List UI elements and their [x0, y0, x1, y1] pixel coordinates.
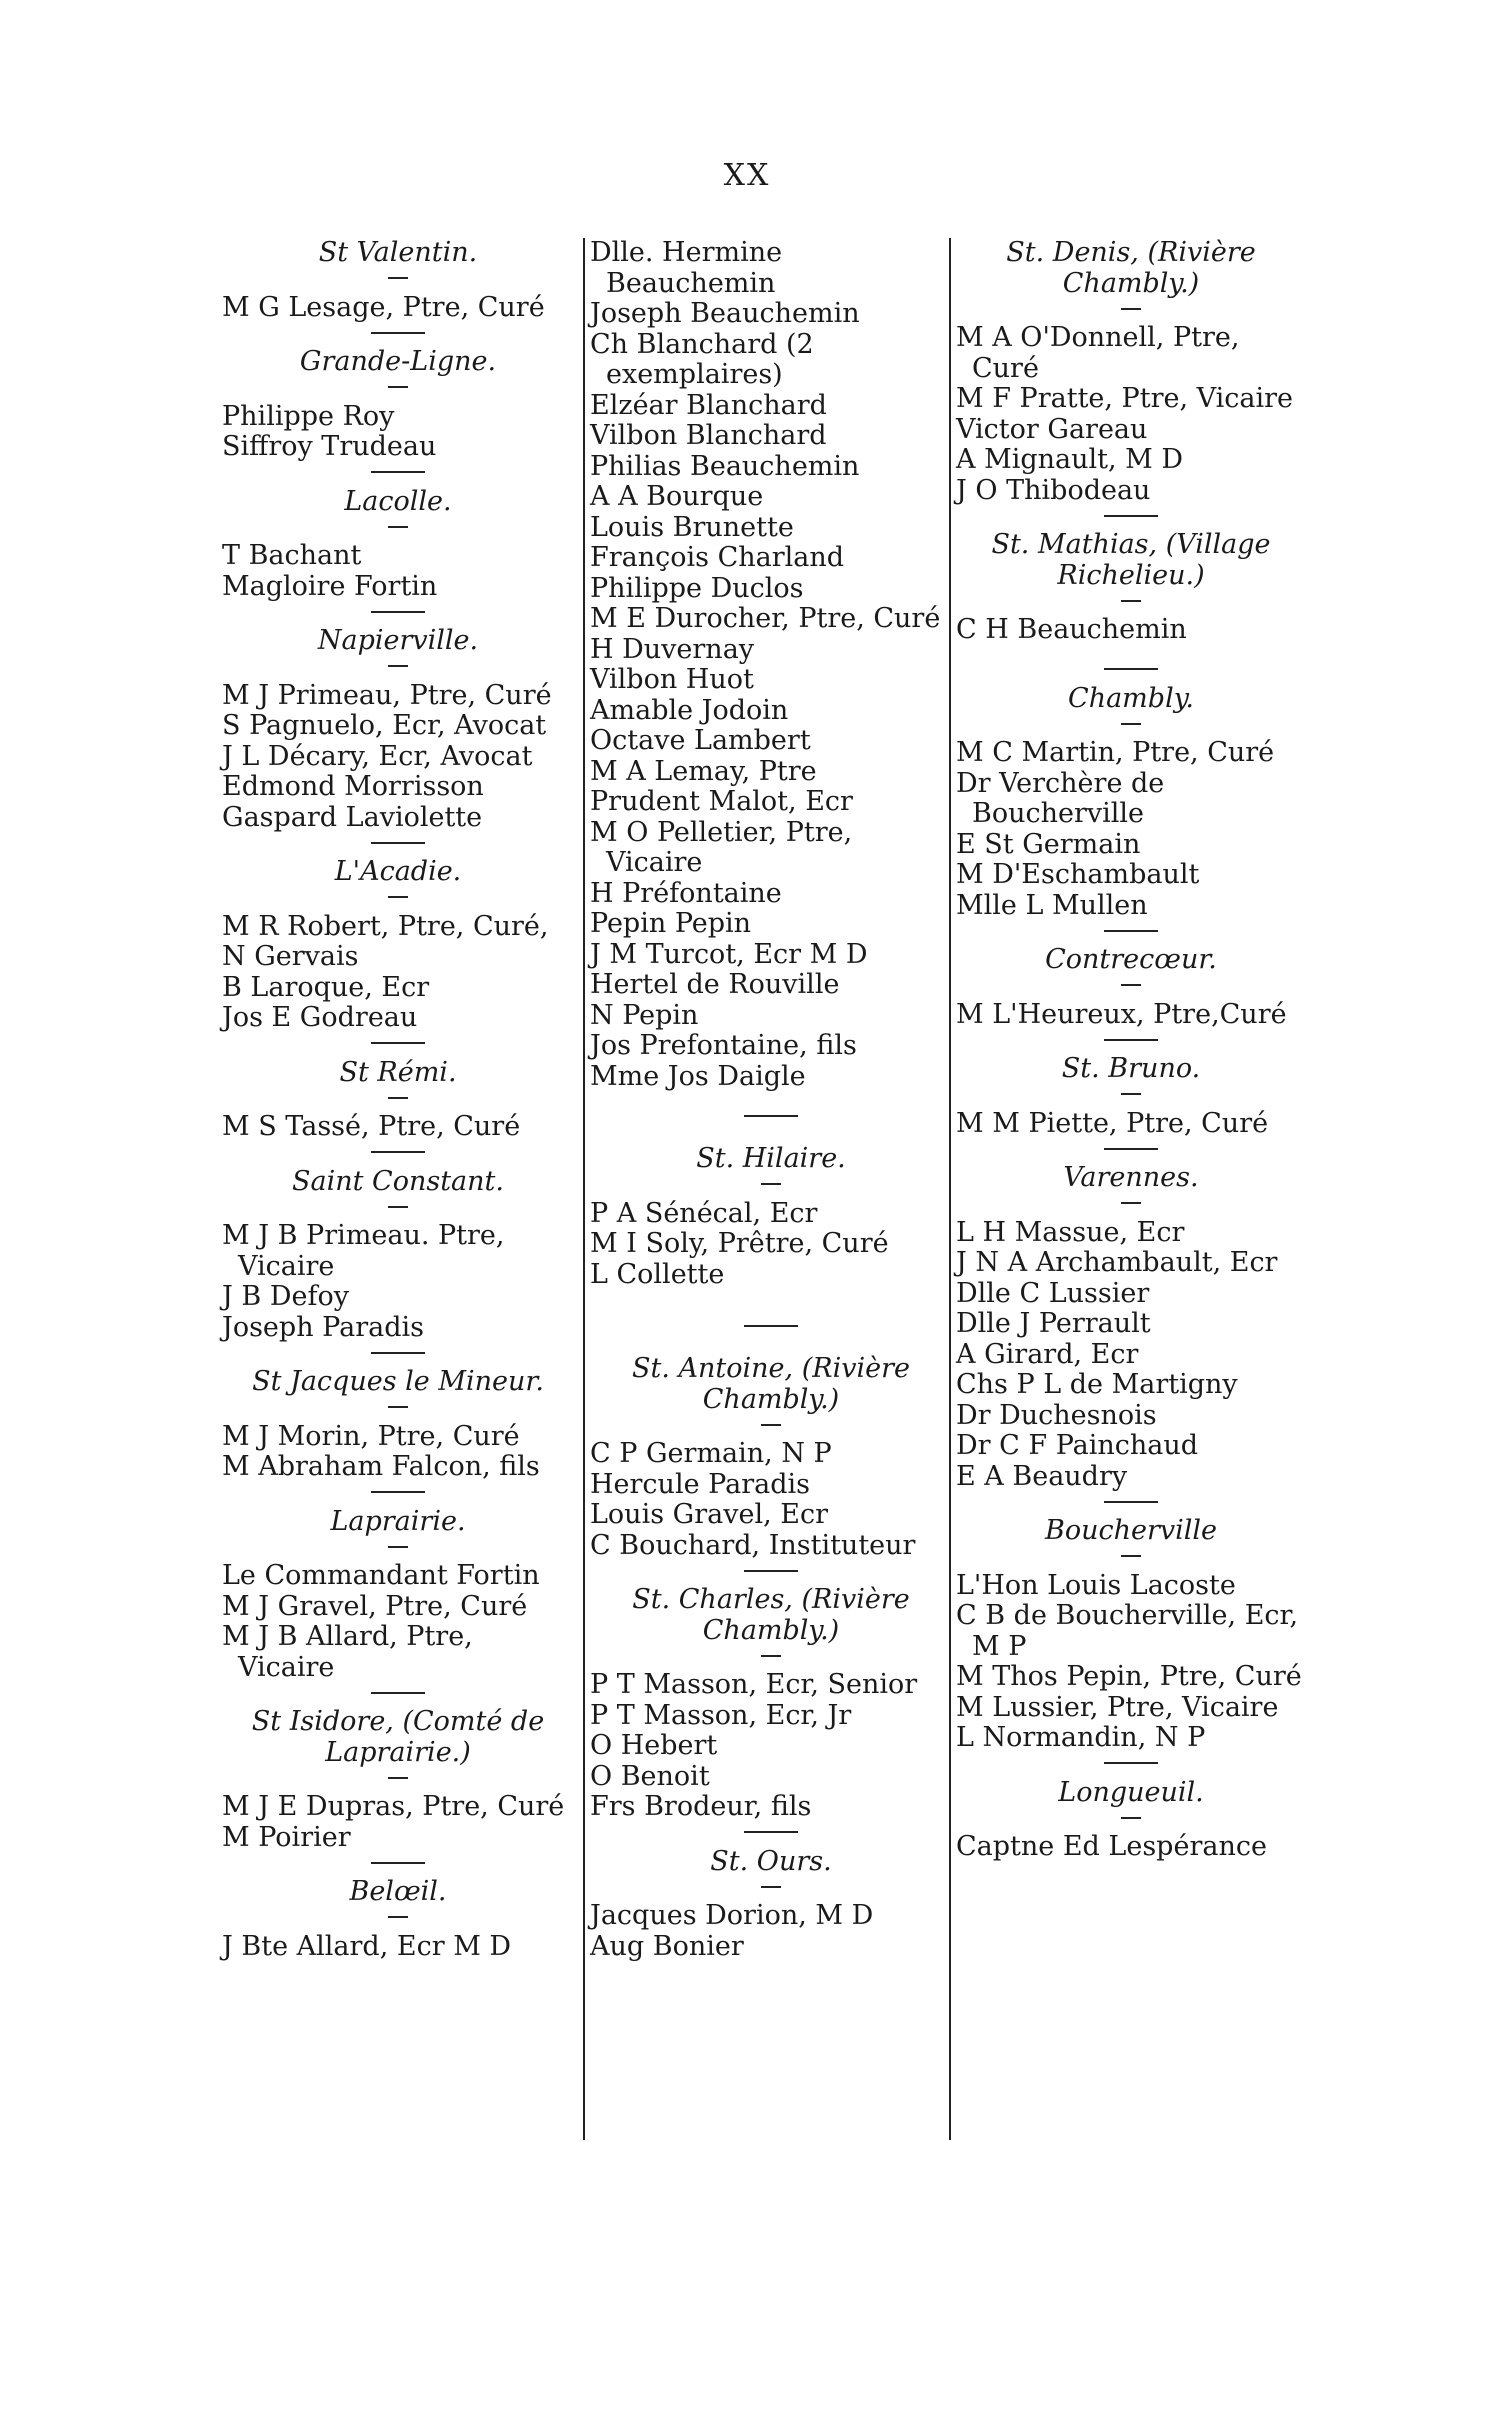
- divider: [956, 976, 1306, 1000]
- divider: [222, 463, 574, 487]
- subscriber-name: M G Lesage, Ptre, Curé: [222, 291, 545, 323]
- subscriber-name: M J E Dupras, Ptre, Curé: [222, 1791, 565, 1822]
- subscriber-name: M L'Heureux, Ptre,Curé: [956, 998, 1287, 1030]
- subscriber-name: Vilbon Huot: [590, 664, 754, 695]
- subscriber-name: L'Hon Louis Lacoste: [956, 1569, 1236, 1601]
- subscriber-name: T Bachant: [222, 540, 362, 571]
- divider: [222, 1537, 574, 1561]
- subscriber-name: Joseph Beauchemin: [590, 298, 860, 329]
- parish-heading: St. Charles, (Rivière Chambly.): [632, 1584, 910, 1646]
- parish-heading: Napierville.: [317, 625, 479, 656]
- subscriber-name: Magloire Fortin: [222, 570, 438, 602]
- subscriber-name: J B Defoy: [222, 1281, 349, 1312]
- subscriber-name: Louis Brunette: [590, 511, 794, 543]
- divider: [590, 1415, 952, 1439]
- subscriber-name: O Benoit: [590, 1760, 710, 1792]
- subscriber-name: E A Beaudry: [956, 1460, 1128, 1492]
- divider: [956, 660, 1306, 684]
- subscriber-name: Mme Jos Daigle: [590, 1060, 806, 1092]
- subscriber-name: J Bte Allard, Ecr M D: [222, 1930, 512, 1962]
- subscriber-name: François Charland: [590, 542, 845, 573]
- subscriber-name: Dr Duchesnois: [956, 1399, 1157, 1431]
- subscriber-name: N Pepin: [590, 999, 699, 1031]
- subscriber-name: Louis Gravel, Ecr: [590, 1499, 828, 1530]
- subscriber-name: Captne Ed Lespérance: [956, 1831, 1267, 1862]
- divider: [590, 1877, 952, 1901]
- subscriber-name: M Abraham Falcon, fils: [222, 1451, 540, 1482]
- subscriber-name: S Pagnuelo, Ecr, Avocat: [222, 710, 547, 741]
- divider: [222, 269, 574, 293]
- divider: [956, 714, 1306, 738]
- subscriber-name: C H Beauchemin: [956, 614, 1187, 645]
- subscriber-name: L Collette: [590, 1258, 725, 1290]
- subscriber-name: Mlle L Mullen: [956, 889, 1148, 921]
- parish-heading: Longueuil.: [1058, 1776, 1204, 1808]
- divider: [590, 1561, 952, 1585]
- divider: [222, 1143, 574, 1167]
- divider: [222, 1088, 574, 1112]
- subscriber-name: M F Pratte, Ptre, Vicaire: [956, 383, 1294, 414]
- subscriber-name: O Hebert: [590, 1730, 718, 1761]
- divider: [590, 1175, 952, 1199]
- divider: [222, 1034, 574, 1058]
- subscriber-name: Hertel de Rouville: [590, 969, 840, 1000]
- subscriber-name: Dlle J Perrault: [956, 1308, 1151, 1339]
- subscriber-name: Philippe Duclos: [590, 572, 804, 604]
- divider: [222, 1197, 574, 1221]
- parish-heading: Saint Constant.: [292, 1165, 504, 1197]
- column-1: [222, 238, 574, 1962]
- parish-heading: St. Mathias, (Village Richelieu.): [991, 529, 1271, 591]
- subscriber-name: P T Masson, Ecr, Jr: [590, 1699, 852, 1731]
- subscriber-name: Prudent Malot, Ecr: [590, 786, 853, 817]
- subscriber-name: J M Turcot, Ecr M D: [590, 938, 868, 970]
- divider: [590, 1316, 952, 1340]
- column-rule: [583, 238, 585, 2140]
- subscriber-name: Chs P L de Martigny: [956, 1369, 1238, 1400]
- subscriber-name: M J Primeau, Ptre, Curé: [222, 679, 552, 711]
- subscriber-name: M A Lemay, Ptre: [590, 755, 817, 787]
- parish-heading: Lacolle.: [344, 485, 452, 517]
- subscriber-name: M C Martin, Ptre, Curé: [956, 737, 1275, 768]
- subscriber-name: Dlle C Lussier: [956, 1277, 1150, 1309]
- divider: [956, 1030, 1306, 1054]
- subscriber-name: Victor Gareau: [956, 413, 1148, 445]
- subscriber-name: B Laroque, Ecr: [222, 971, 430, 1003]
- divider: [222, 1398, 574, 1422]
- subscriber-name: M J B Allard, Ptre, Vicaire: [222, 1621, 473, 1683]
- parish-heading: St Jacques le Mineur.: [252, 1366, 544, 1397]
- subscriber-name: Frs Brodeur, fils: [590, 1791, 812, 1822]
- divider: [956, 1139, 1306, 1163]
- divider: [956, 1754, 1306, 1778]
- subscriber-name: M I Soly, Prêtre, Curé: [590, 1228, 889, 1259]
- subscriber-name: M M Piette, Ptre, Curé: [956, 1107, 1269, 1139]
- parish-heading: Varennes.: [1063, 1162, 1199, 1193]
- parish-heading: St. Bruno.: [1061, 1053, 1201, 1084]
- divider: [956, 1492, 1306, 1516]
- divider: [222, 657, 574, 681]
- subscriber-name: Le Commandant Fortin: [222, 1560, 540, 1591]
- subscriber-name: J O Thibodeau: [956, 474, 1151, 506]
- divider: [222, 1683, 574, 1707]
- divider: [590, 1823, 952, 1847]
- divider: [222, 1768, 574, 1792]
- subscriber-name: Hercule Paradis: [590, 1468, 810, 1500]
- divider: [222, 888, 574, 912]
- parish-heading: St Valentin.: [318, 237, 478, 268]
- subscriber-name: M O Pelletier, Ptre, Vicaire: [590, 816, 853, 878]
- subscriber-name: M J Gravel, Ptre, Curé: [222, 1590, 528, 1622]
- divider: [956, 1547, 1306, 1571]
- parish-heading: L'Acadie.: [334, 856, 462, 887]
- column-2: [590, 238, 952, 1962]
- divider: [956, 506, 1306, 530]
- subscriber-name: C P Germain, N P: [590, 1438, 832, 1469]
- subscriber-name: A Girard, Ecr: [956, 1338, 1139, 1370]
- subscriber-name: A A Bourque: [590, 481, 764, 512]
- parish-heading: Boucherville: [1044, 1515, 1218, 1546]
- subscriber-name: J N A Archambault, Ecr: [956, 1247, 1278, 1278]
- parish-heading: Belœil.: [349, 1876, 447, 1907]
- subscriber-name: P A Sénécal, Ecr: [590, 1197, 818, 1229]
- divider: [222, 323, 574, 347]
- divider: [222, 602, 574, 626]
- divider: [590, 1646, 952, 1670]
- subscriber-name: Ch Blanchard (2 exemplaires): [590, 328, 814, 390]
- subscriber-name: M J B Primeau. Ptre, Vicaire: [222, 1220, 505, 1282]
- subscriber-name: J L Décary, Ecr, Avocat: [222, 740, 533, 772]
- divider: [590, 1106, 952, 1130]
- divider: [222, 833, 574, 857]
- subscriber-name: Vilbon Blanchard: [590, 420, 827, 451]
- subscriber-name: Jos Prefontaine, fils: [590, 1030, 857, 1061]
- parish-heading: St. Ours.: [710, 1845, 832, 1877]
- column-3: [956, 238, 1306, 1863]
- divider: [222, 1853, 574, 1877]
- subscriber-name: M J Morin, Ptre, Curé: [222, 1420, 520, 1452]
- divider: [956, 921, 1306, 945]
- parish-heading: St. Antoine, (Rivière Chambly.): [632, 1353, 910, 1415]
- subscriber-name: M S Tassé, Ptre, Curé: [222, 1111, 521, 1142]
- page-number: XX: [723, 158, 771, 193]
- parish-heading: St. Hilaire.: [696, 1143, 846, 1174]
- subscriber-name: Jacques Dorion, M D: [590, 1900, 874, 1931]
- divider: [956, 1085, 1306, 1109]
- subscriber-name: Joseph Paradis: [222, 1311, 424, 1343]
- subscriber-name: M Thos Pepin, Ptre, Curé: [956, 1661, 1302, 1692]
- subscriber-name: C B de Boucherville, Ecr, M P: [956, 1600, 1299, 1662]
- divider: [956, 1808, 1306, 1832]
- subscriber-name: Amable Jodoin: [590, 694, 789, 726]
- subscriber-name: M R Robert, Ptre, Curé,: [222, 910, 549, 942]
- subscriber-name: Pepin Pepin: [590, 908, 752, 939]
- subscriber-name: N Gervais: [222, 941, 359, 972]
- parish-heading: Contrecœur.: [1045, 944, 1217, 975]
- divider: [222, 1483, 574, 1507]
- subscriber-name: Dr Verchère de Boucherville: [956, 767, 1165, 829]
- divider: [222, 1908, 574, 1932]
- parish-heading: Laprairie.: [330, 1505, 466, 1537]
- parish-heading: Grande-Ligne.: [299, 346, 497, 377]
- subscriber-name: E St Germain: [956, 828, 1141, 860]
- parish-heading: St. Denis, (Rivière Chambly.): [1006, 237, 1256, 299]
- subscriber-name: L H Massue, Ecr: [956, 1216, 1185, 1248]
- subscriber-name: H Duvernay: [590, 633, 755, 665]
- subscriber-name: Dr C F Painchaud: [956, 1430, 1199, 1461]
- parish-heading: Chambly.: [1068, 682, 1194, 714]
- divider: [222, 378, 574, 402]
- divider: [956, 591, 1306, 615]
- subscriber-name: M Poirier: [222, 1821, 351, 1853]
- subscriber-name: Octave Lambert: [590, 725, 811, 756]
- subscriber-name: M Lussier, Ptre, Vicaire: [956, 1691, 1279, 1723]
- subscriber-name: Gaspard Laviolette: [222, 801, 483, 833]
- subscriber-name: M E Durocher, Ptre, Curé: [590, 603, 941, 634]
- parish-heading: St Isidore, (Comté de Laprairie.): [251, 1706, 545, 1768]
- subscriber-name: H Préfontaine: [590, 877, 782, 909]
- subscriber-name: M D'Eschambault: [956, 859, 1200, 890]
- subscriber-name: Siffroy Trudeau: [222, 431, 437, 462]
- subscriber-name: C Bouchard, Instituteur: [590, 1529, 916, 1561]
- subscriber-name: Philippe Roy: [222, 400, 395, 432]
- subscriber-name: Philias Beauchemin: [590, 450, 860, 482]
- parish-heading: St Rémi.: [339, 1056, 457, 1088]
- subscriber-name: Aug Bonier: [590, 1930, 744, 1962]
- divider: [222, 1343, 574, 1367]
- subscriber-name: Elzéar Blanchard: [590, 389, 827, 421]
- divider: [956, 1194, 1306, 1218]
- subscriber-name: Edmond Morrisson: [222, 771, 484, 802]
- subscriber-name: P T Masson, Ecr, Senior: [590, 1669, 918, 1700]
- subscriber-name: L Normandin, N P: [956, 1722, 1206, 1753]
- subscriber-name: A Mignault, M D: [956, 444, 1184, 475]
- subscriber-name: M A O'Donnell, Ptre, Curé: [956, 322, 1240, 384]
- divider: [222, 517, 574, 541]
- subscriber-name: Jos E Godreau: [222, 1002, 418, 1033]
- divider: [956, 299, 1306, 323]
- subscriber-name: Dlle. Hermine Beauchemin: [590, 237, 783, 299]
